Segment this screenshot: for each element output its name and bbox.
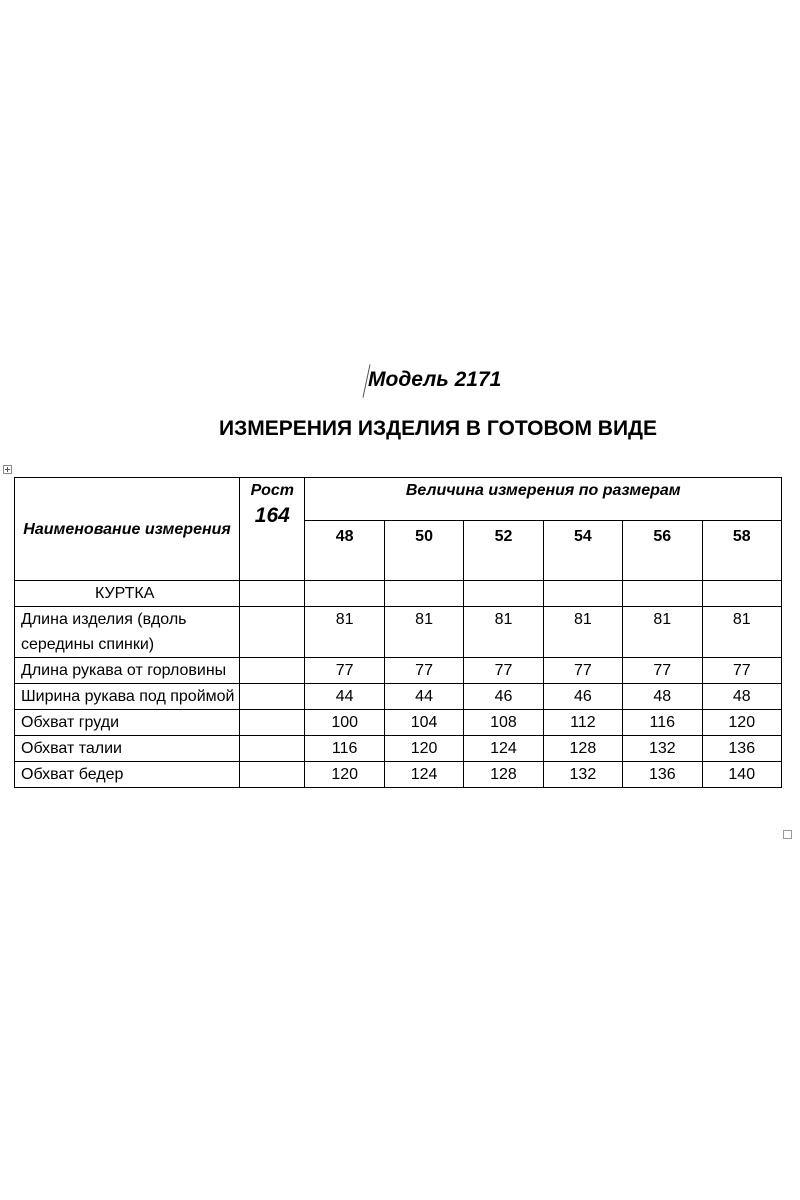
name-header-cell: Наименование измерения [15, 478, 240, 581]
sizes-header-cell: Величина измерения по размерам [305, 478, 782, 521]
measurements-table [14, 477, 782, 788]
model-title: Модель 2171 [368, 368, 502, 391]
header-row [15, 478, 782, 521]
measurement-label: Длина изделия (вдоль середины спинки) [15, 607, 240, 658]
value-cell: 124 [384, 762, 463, 788]
table-move-handle-icon[interactable] [3, 465, 12, 474]
rost-cell [240, 762, 305, 788]
value-cell: 46 [543, 684, 622, 710]
empty-cell [240, 581, 305, 607]
value-cell: 81 [702, 607, 782, 658]
section-label: КУРТКА [15, 581, 240, 607]
rost-cell [240, 607, 305, 658]
table-row [15, 736, 782, 762]
value-cell: 128 [543, 736, 622, 762]
rost-cell [240, 710, 305, 736]
value-cell: 77 [305, 658, 384, 684]
rost-cell [240, 658, 305, 684]
value-cell: 77 [702, 658, 782, 684]
document-title: ИЗМЕРЕНИЯ ИЗДЕЛИЯ В ГОТОВОМ ВИДЕ [218, 417, 658, 440]
value-cell: 46 [464, 684, 543, 710]
value-cell: 77 [464, 658, 543, 684]
measurement-label: Обхват талии [15, 736, 240, 762]
value-cell: 136 [623, 762, 702, 788]
rost-value: 164 [254, 504, 290, 527]
value-cell: 132 [543, 762, 622, 788]
measurement-label: Обхват груди [15, 710, 240, 736]
value-cell: 77 [543, 658, 622, 684]
value-cell: 77 [384, 658, 463, 684]
rost-label: Рост [250, 482, 294, 499]
value-cell: 48 [623, 684, 702, 710]
value-cell: 81 [384, 607, 463, 658]
empty-cell [543, 581, 622, 607]
value-cell: 112 [543, 710, 622, 736]
table-row [15, 684, 782, 710]
value-cell: 132 [623, 736, 702, 762]
value-cell: 108 [464, 710, 543, 736]
size-cell: 48 [305, 521, 384, 581]
value-cell: 140 [702, 762, 782, 788]
value-cell: 44 [305, 684, 384, 710]
value-cell: 104 [384, 710, 463, 736]
table-row [15, 607, 782, 658]
measurement-label: Длина рукава от горловины [15, 658, 240, 684]
empty-cell [623, 581, 702, 607]
value-cell: 44 [384, 684, 463, 710]
value-cell: 128 [464, 762, 543, 788]
value-cell: 120 [702, 710, 782, 736]
table-resize-handle-icon[interactable] [783, 830, 792, 839]
value-cell: 120 [305, 762, 384, 788]
empty-cell [305, 581, 384, 607]
measurement-label: Обхват бедер [15, 762, 240, 788]
value-cell: 120 [384, 736, 463, 762]
value-cell: 48 [702, 684, 782, 710]
measurement-label: Ширина рукава под проймой [15, 684, 240, 710]
rost-cell [240, 736, 305, 762]
value-cell: 124 [464, 736, 543, 762]
section-row [15, 581, 782, 607]
table-row [15, 658, 782, 684]
value-cell: 81 [623, 607, 702, 658]
rost-header-cell [240, 478, 305, 581]
empty-cell [384, 581, 463, 607]
table-row [15, 710, 782, 736]
size-cell: 50 [384, 521, 463, 581]
table-row [15, 762, 782, 788]
size-cell: 56 [623, 521, 702, 581]
value-cell: 81 [464, 607, 543, 658]
size-cell: 54 [543, 521, 622, 581]
size-cell: 58 [702, 521, 782, 581]
empty-cell [464, 581, 543, 607]
value-cell: 116 [305, 736, 384, 762]
rost-cell [240, 684, 305, 710]
value-cell: 81 [305, 607, 384, 658]
value-cell: 116 [623, 710, 702, 736]
value-cell: 77 [623, 658, 702, 684]
size-cell: 52 [464, 521, 543, 581]
value-cell: 136 [702, 736, 782, 762]
value-cell: 81 [543, 607, 622, 658]
empty-cell [702, 581, 782, 607]
value-cell: 100 [305, 710, 384, 736]
